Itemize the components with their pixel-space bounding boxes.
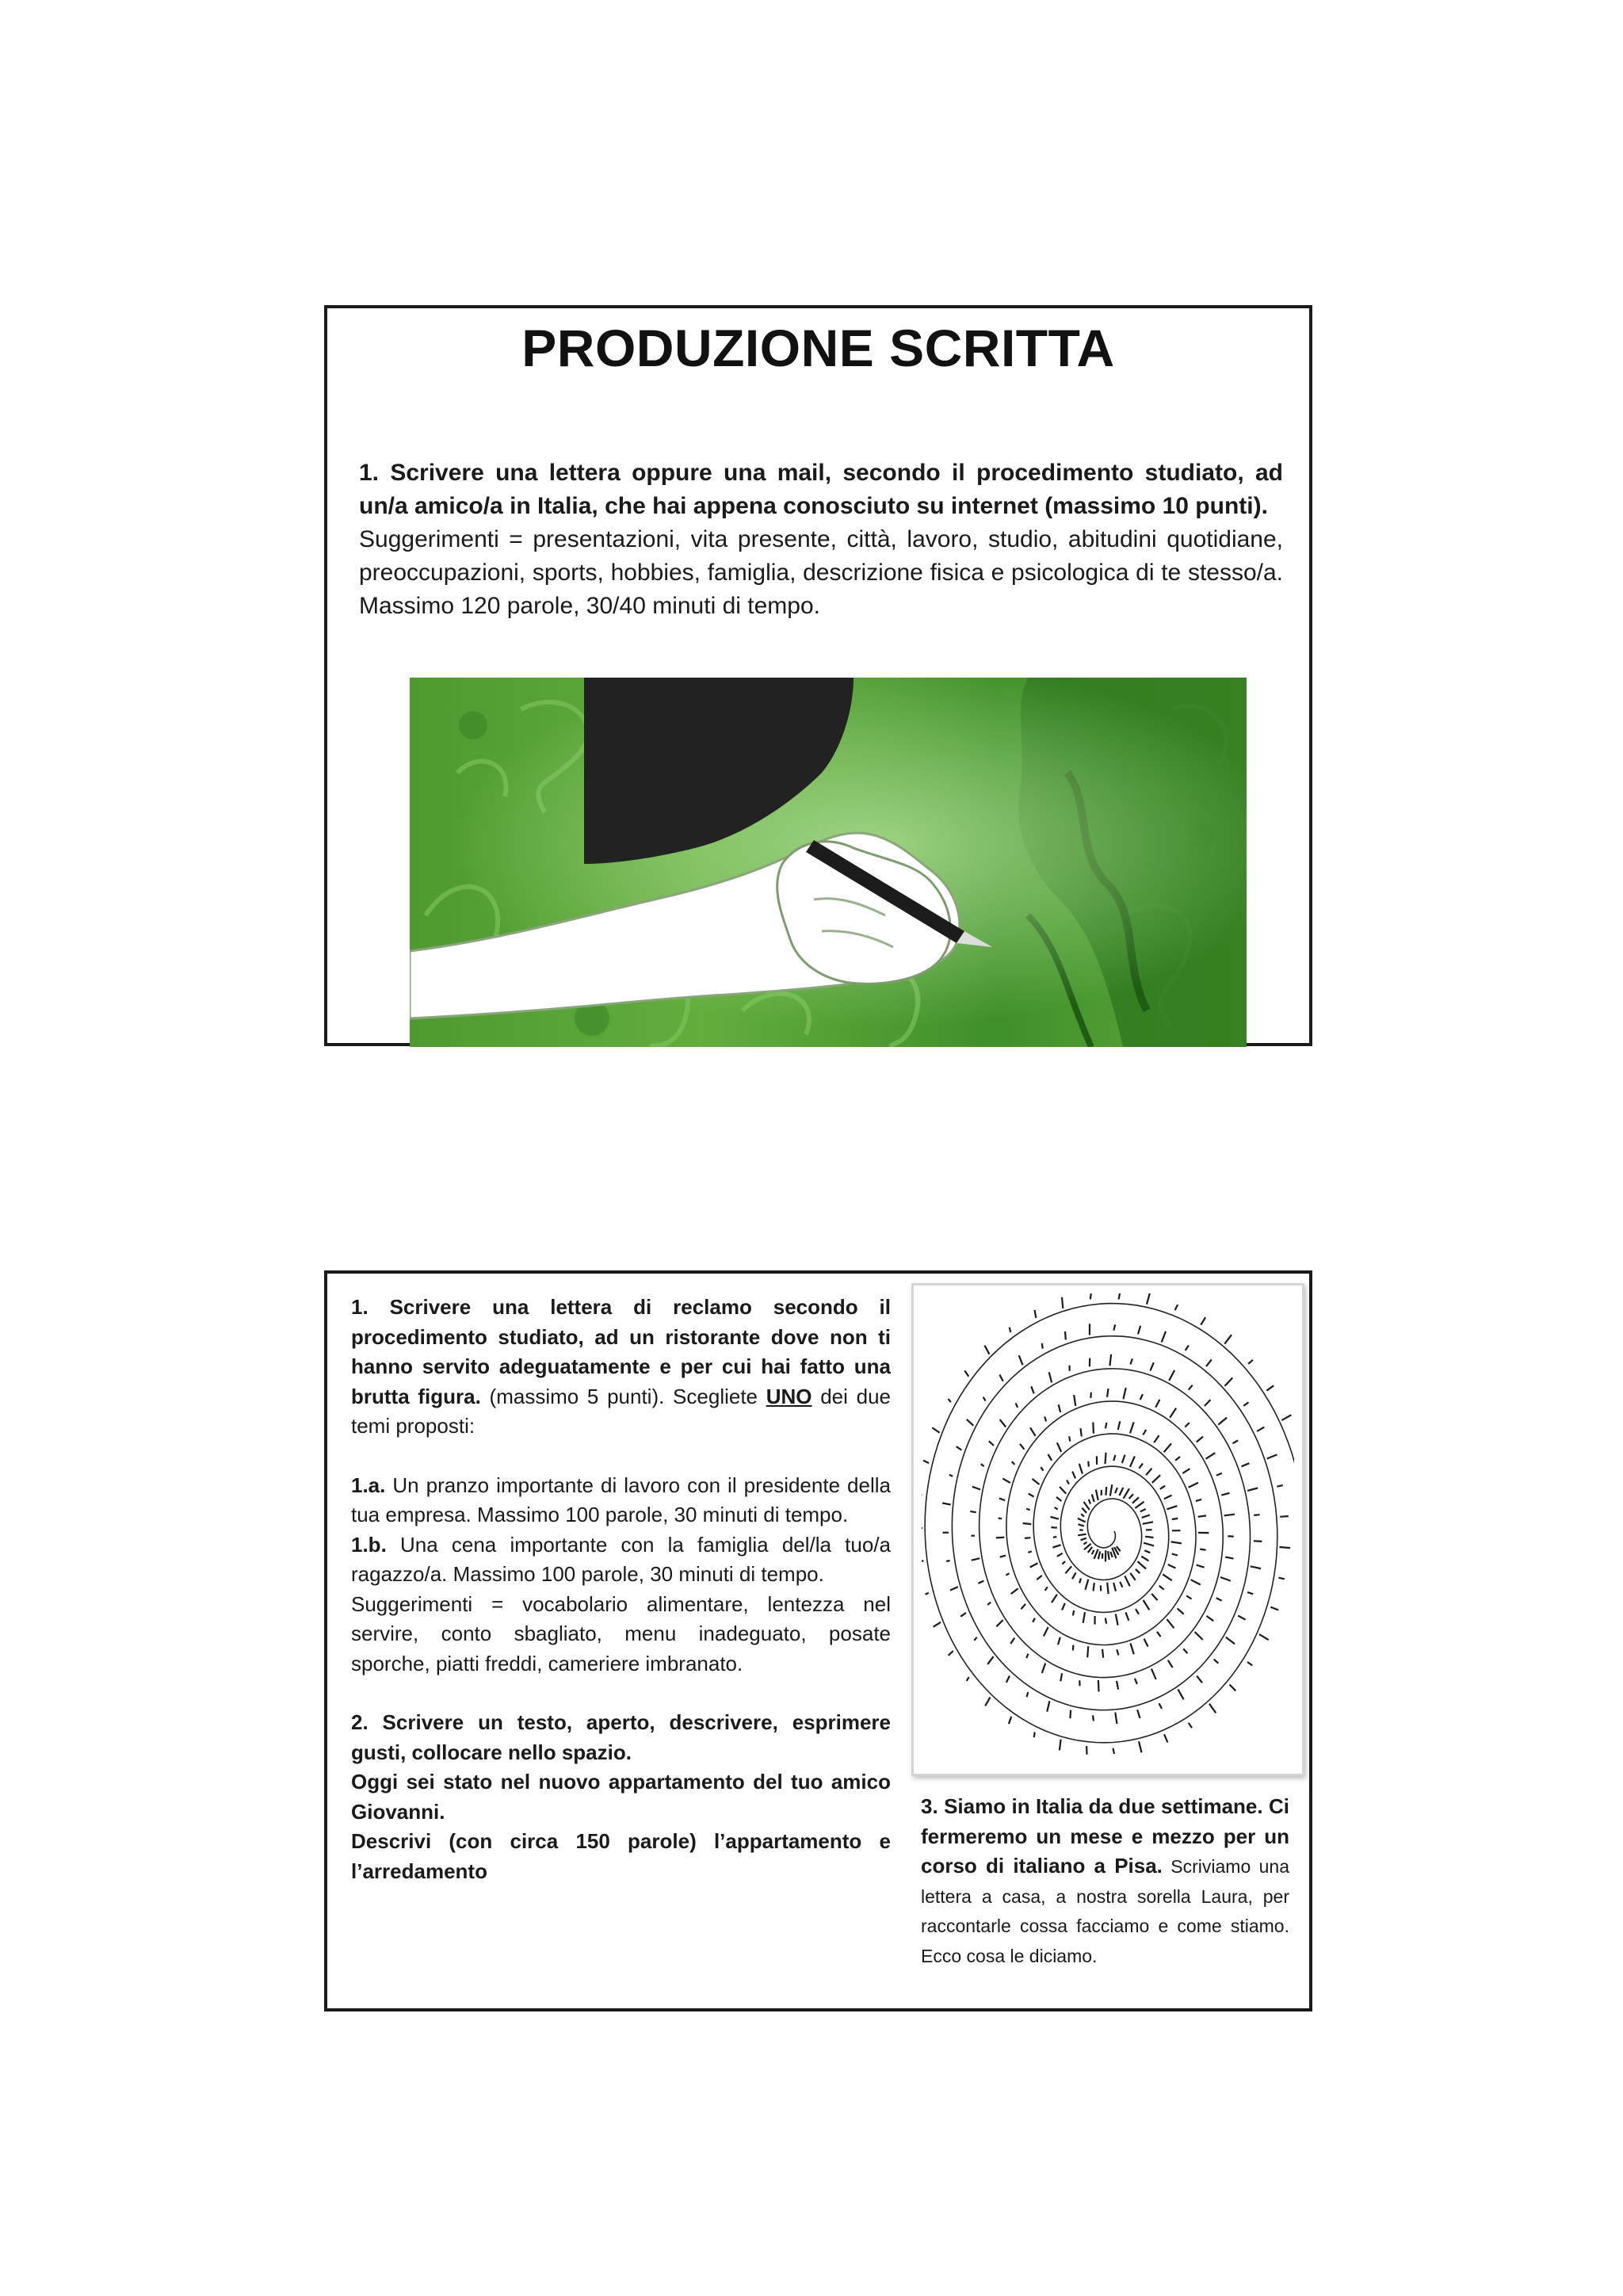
task-1-reclamo-points: (massimo 5 punti). Scegliete	[480, 1384, 766, 1408]
option-1a	[351, 1471, 891, 1530]
task-1-reclamo-bold: 1. Scrivere una lettera di reclamo secondo il procedimento studiato, ad un ristorante dove non ti hanno servito adeguatamente e per cui hai fatto una brutta figura.	[351, 1295, 891, 1408]
hand-writing-illustration	[410, 678, 1247, 1047]
option-1b	[351, 1530, 891, 1590]
task-3-text	[921, 1792, 1289, 1970]
task-1-suggestions: Suggerimenti = vocabolario alimentare, lentezza nel servire, conto sbagliato, menu inadeguato, posate sporche, piatti freddi, cameriere imbranato.	[351, 1591, 891, 1675]
task-1-reclamo	[351, 1293, 891, 1442]
spiral-manuscript-image	[911, 1283, 1304, 1776]
task-1-instructions: 1. Scrivere una lettera oppure una mail, secondo il procedimento studiato, ad un/a amico/a in Italia, che hai appena conosciuto su internet (massimo 10 punti).	[359, 460, 1283, 519]
spiral-manuscript	[922, 1293, 1294, 1766]
task-2-line-2: Oggi sei stato nel nuovo appartamento del tuo amico Giovanni.	[351, 1770, 891, 1824]
page-title: PRODUZIONE SCRITTA	[521, 319, 1115, 377]
slide-tasks	[324, 1270, 1312, 2011]
option-1a-label: 1.a.	[351, 1473, 386, 1497]
task-2-line-1: 2. Scrivere un testo, aperto, descrivere, esprimere gusti, collocare nello spazio.	[351, 1710, 891, 1764]
task-1-suggestions: Suggerimenti = presentazioni, vita presente, città, lavoro, studio, abitudini quotidiane, preoccupazioni, sports, hobbies, famiglia, descrizione fisica e psicologica di te stesso/a. Massimo 120 parole, 30/40 minuti di tempo.	[359, 526, 1283, 619]
task-1-uno: UNO	[766, 1384, 812, 1408]
task-3-body: Scriviamo una lettera a casa, a nostra sorella Laura, per raccontarle cossa facciamo e come stiamo. Ecco cosa le diciamo.	[921, 1856, 1290, 1966]
left-column-text	[351, 1293, 891, 1886]
task-1-reclamo-choice: dei due temi proposti:	[351, 1384, 891, 1438]
option-1b-text: Una cena importante con la famiglia del/la tuo/a ragazzo/a. Massimo 100 parole, 30 minuti di tempo.	[351, 1532, 891, 1586]
task-3-bold: 3. Siamo in Italia da due settimane. Ci fermeremo un mese e mezzo per un corso di italiano a Pisa.	[921, 1794, 1289, 1878]
option-1b-label: 1.b.	[351, 1532, 387, 1557]
task-1-text	[359, 457, 1283, 623]
task-2-line-3: Descrivi (con circa 150 parole) l’appartamento e l’arredamento	[351, 1829, 891, 1883]
option-1a-text: Un pranzo importante di lavoro con il presidente della tua empresa. Massimo 100 parole, 30 minuti di tempo.	[351, 1473, 891, 1526]
slide-produzione-scritta	[324, 305, 1312, 1046]
